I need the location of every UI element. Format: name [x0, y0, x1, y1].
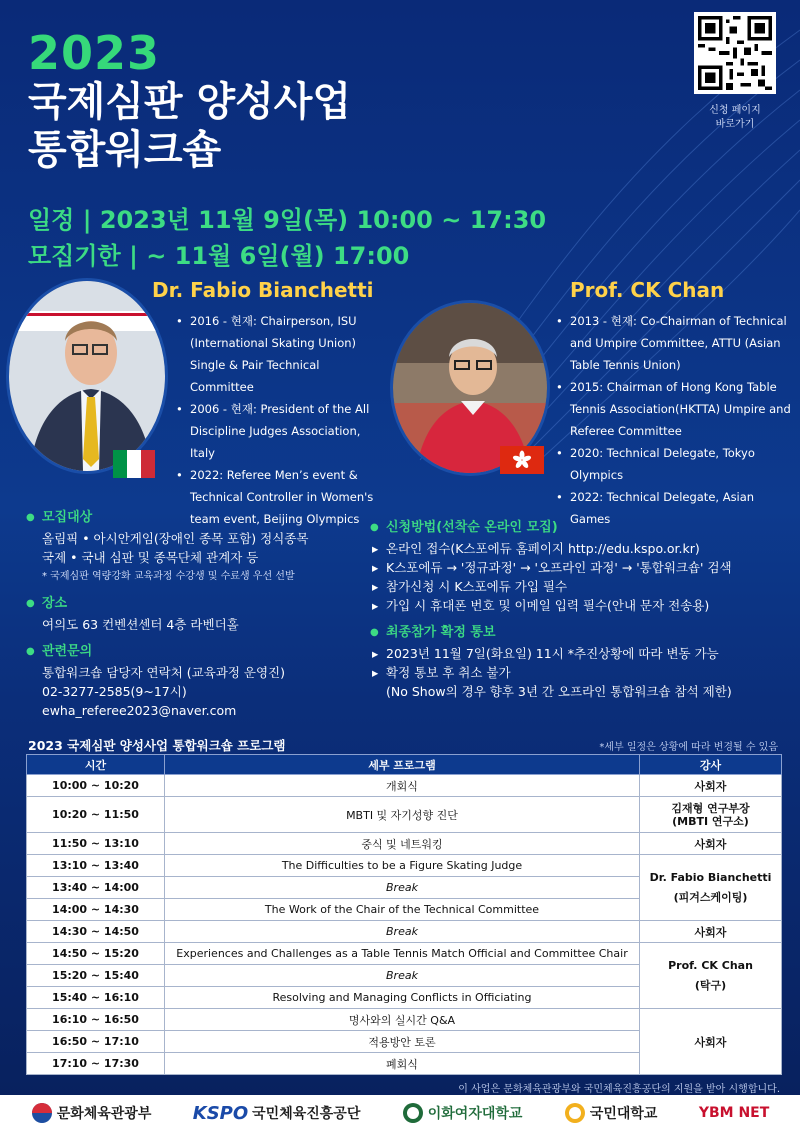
table-row: 11:50 ~ 13:10 중식 및 네트워킹 사회자	[27, 833, 782, 855]
table-row: 16:50 ~ 17:10 적용방안 토론	[27, 1031, 782, 1053]
apply-heading: ● 신청방법(선착순 온라인 모집)	[370, 518, 780, 537]
qr-caption: 신청 페이지 바로가기	[709, 105, 761, 130]
logo-kookmin: 국민대학교	[564, 1102, 658, 1124]
table-row: 15:40 ~ 16:10 Resolving and Managing Conflicts in Officiating	[27, 987, 782, 1009]
hong-kong-flag-icon	[500, 446, 544, 474]
sponsor-footer	[0, 1095, 800, 1131]
table-row: 14:00 ~ 14:30 The Work of the Chair of the Technical Committee	[27, 899, 782, 921]
speaker-photo-bianchetti	[6, 278, 168, 474]
italy-flag-icon	[112, 450, 156, 478]
qr-code-icon[interactable]	[694, 12, 776, 94]
right-info-block: ● 신청방법(선착순 온라인 모집) ▸ 온라인 접수(K스포에듀 홈페이지 http://edu.kspo.or.kr) ▸ K스포에듀 → '정규과정' → '오프라인 과정' → '통합워크숍' 검색 ▸ 참가신청 시 K스포에듀 가입 필수 ▸ 가입 시 휴대폰 번호 및 이메일 입력 필수(안내 문자 전송용) ● 최종참가 확정 통보 ▸ 2023년 11월 7일(화요일) 11시 *추진상황에 따라 변동 가능 ▸ 확정 통보 후 취소 불가 (No Show의 경우 향후 3년 간 오프라인 통합워크숍 참석 제한)	[370, 518, 780, 701]
kookmin-emblem-icon	[564, 1102, 586, 1124]
title-line-1: 국제심판 양성사업	[28, 79, 352, 125]
place-heading: ● 장소	[26, 594, 366, 613]
place-text: 여의도 63 컨벤션센터 4층 라벤더홀	[42, 617, 239, 632]
list-item: ▸ 가입 시 휴대폰 번호 및 이메일 입력 필수(안내 문자 전송용)	[370, 596, 780, 615]
confirm-heading: ● 최종참가 확정 통보	[370, 623, 780, 642]
table-row: 14:50 ~ 15:20 Experiences and Challenges as a Table Tennis Match Official and Committee Chair Prof. CK Chan (탁구)	[27, 943, 782, 965]
list-item: ▸ K스포에듀 → '정규과정' → '오프라인 과정' → '통합워크숍' 검색	[370, 558, 780, 577]
list-item: ▸ 2023년 11월 7일(화요일) 11시 *추진상황에 따라 변동 가능	[370, 644, 780, 663]
speaker-name-chan: Prof. CK Chan	[570, 278, 725, 302]
speaker-bio-chan	[556, 310, 792, 530]
table-row: 16:10 ~ 16:50 명사와의 실시간 Q&A 사회자	[27, 1009, 782, 1031]
list-item: • 2022: Referee Men’s event & Technical Controller in Women's team event, Beijing Olympics	[176, 464, 376, 530]
table-header-row	[27, 755, 782, 775]
column-header-speaker: 강사	[640, 755, 782, 775]
table-row: 14:30 ~ 14:50 Break 사회자	[27, 921, 782, 943]
table-row: 10:20 ~ 11:50 MBTI 및 자기성향 진단 김재형 연구부장 (MBTI 연구소)	[27, 797, 782, 833]
table-row: 10:00 ~ 10:20 개회식 사회자	[27, 775, 782, 797]
contact-phone: 02-3277-2585(9~17시)	[42, 684, 187, 699]
program-title: 2023 국제심판 양성사업 통합워크숍 프로그램	[28, 738, 286, 753]
table-row: 15:20 ~ 15:40 Break	[27, 965, 782, 987]
column-header-time: 시간	[27, 755, 165, 775]
event-year: 2023	[28, 26, 161, 80]
logo-kspo: KSPO 국민체육진흥공단	[192, 1102, 361, 1124]
table-row: 17:10 ~ 17:30 폐회식	[27, 1053, 782, 1075]
logo-ybm: YBM NET	[698, 1105, 770, 1121]
list-item: • 2006 - 현재: President of the All Discipline Judges Association, Italy	[176, 398, 376, 464]
list-item: • 2020: Technical Delegate, Tokyo Olympics	[556, 442, 792, 486]
schedule-text: 일정 | 2023년 11월 9일(목) 10:00 ~ 17:30	[28, 206, 547, 234]
list-item: • 2015: Chairman of Hong Kong Table Tennis Association(HKTTA) Umpire and Referee Committee	[556, 376, 792, 442]
support-note: 이 사업은 문화체육관광부와 국민체육진흥공단의 지원을 받아 시행합니다.	[458, 1084, 780, 1095]
list-item: ▸ 확정 통보 후 취소 불가	[370, 663, 780, 682]
list-item: • 2022: Technical Delegate, Asian Games	[556, 486, 792, 530]
speaker-bio-bianchetti	[176, 310, 376, 530]
target-heading: ● 모집대상	[26, 508, 366, 527]
title-line-2: 통합워크숍	[28, 127, 222, 173]
list-item: • 2016 - 현재: Chairperson, ISU (International Skating Union) Single & Pair Technical Committee	[176, 310, 376, 398]
ewha-emblem-icon	[402, 1102, 424, 1124]
column-header-program: 세부 프로그램	[165, 755, 640, 775]
list-item: ▸ 참가신청 시 K스포에듀 가입 필수	[370, 577, 780, 596]
speaker-name-bianchetti: Dr. Fabio Bianchetti	[152, 278, 374, 302]
program-note: *세부 일정은 상황에 따라 변경될 수 있음	[599, 742, 778, 753]
hero-title	[28, 28, 351, 174]
table-row: 13:40 ~ 14:00 Break	[27, 877, 782, 899]
contact-heading: ● 관련문의	[26, 642, 366, 661]
program-table	[26, 754, 782, 1075]
left-info-block: ● 모집대상 올림픽 • 아시안게임(장애인 종목 포함) 정식종목 국제 • 국내 심판 및 종목단체 관계자 등 * 국제심판 역량강화 교육과정 수강생 및 수료생 우선 선발 ● 장소 여의도 63 컨벤션센터 4층 라벤더홀 ● 관련문의 통합워크숍 담당자 연락처 (교육과정 운영진) 02-3277-2585(9~17시) ewha_referee2023@naver.com	[26, 508, 366, 720]
contact-email[interactable]: ewha_referee2023@naver.com	[42, 703, 237, 718]
list-item: ▸ 온라인 접수(K스포에듀 홈페이지 http://edu.kspo.or.kr)	[370, 539, 780, 558]
logo-ewha: 이화여자대학교	[402, 1102, 523, 1124]
table-row: 13:10 ~ 13:40 The Difficulties to be a Figure Skating Judge Dr. Fabio Bianchetti (피겨스케이팅)	[27, 855, 782, 877]
list-item: • 2013 - 현재: Co-Chairman of Technical and Umpire Committee, ATTU (Asian Table Tennis Union)	[556, 310, 792, 376]
deadline-text: 모집기한 | ~ 11월 6일(월) 17:00	[28, 242, 410, 270]
logo-mcst: 문화체육관광부	[31, 1102, 152, 1124]
mcst-emblem-icon	[31, 1102, 53, 1124]
